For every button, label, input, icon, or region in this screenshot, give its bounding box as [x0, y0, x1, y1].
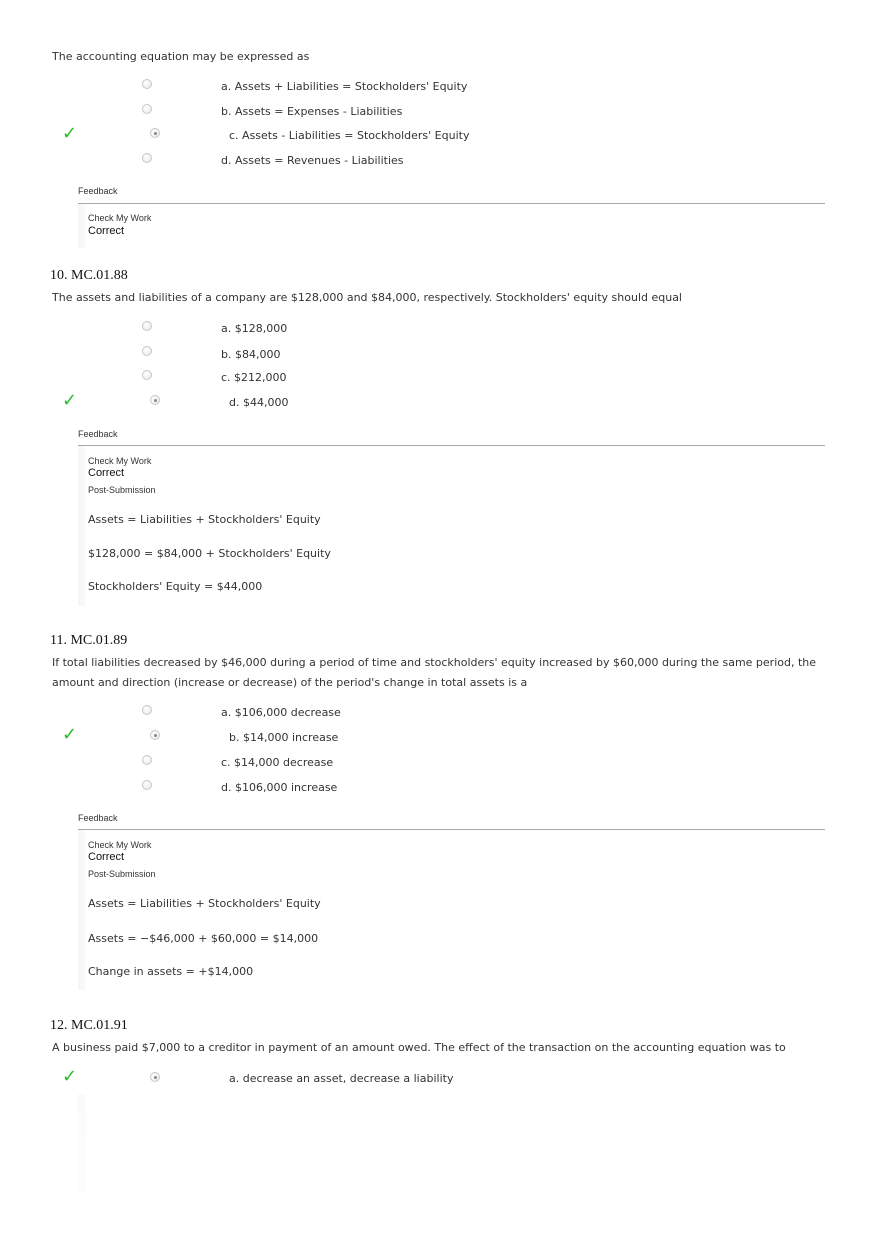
- q12-option-a-radio[interactable]: [150, 1072, 160, 1082]
- question-11-prompt: If total liabilities decreased by $46,000 during a period of time and stockholders' equity increased by $60,000 during the same period, the amount and direction (increase or decrease) of the period's change in total assets is a: [52, 656, 817, 689]
- q12-option-a-label[interactable]: a. decrease an asset, decrease a liability: [229, 1072, 454, 1085]
- q10-option-b-label[interactable]: b. $84,000: [221, 348, 281, 361]
- question-9-prompt: The accounting equation may be expressed as: [52, 50, 310, 63]
- q9-option-b-radio[interactable]: [142, 104, 152, 114]
- q11-option-c-radio[interactable]: [142, 755, 152, 765]
- q11-explanation-line-1: Assets = Liabilities + Stockholders' Equity: [88, 897, 321, 910]
- q10-explanation-line-3: Stockholders' Equity = $44,000: [88, 580, 263, 593]
- question-12-prompt: A business paid $7,000 to a creditor in payment of an amount owed. The effect of the transaction on the accounting equation was to: [52, 1041, 786, 1054]
- q10-option-c-label[interactable]: c. $212,000: [221, 371, 287, 384]
- q11-feedback-panel: [78, 830, 86, 990]
- checkmark-icon: ✓: [62, 390, 78, 411]
- q12-faded-panel: [78, 1094, 86, 1244]
- q11-option-b-label[interactable]: b. $14,000 increase: [229, 731, 339, 744]
- q11-option-c-label[interactable]: c. $14,000 decrease: [221, 756, 334, 769]
- q10-feedback-divider: [78, 445, 825, 446]
- q10-option-a-radio[interactable]: [142, 321, 152, 331]
- question-10-title: 10. MC.01.88: [50, 268, 128, 283]
- checkmark-icon: ✓: [62, 1066, 78, 1087]
- q11-option-a-radio[interactable]: [142, 705, 152, 715]
- q9-option-a-label[interactable]: a. Assets + Liabilities = Stockholders' Equity: [221, 80, 468, 93]
- q9-option-b-label[interactable]: b. Assets = Expenses - Liabilities: [221, 105, 403, 118]
- q11-option-d-radio[interactable]: [142, 780, 152, 790]
- q10-post-submission: Post-Submission: [88, 485, 156, 495]
- question-11-title: 11. MC.01.89: [50, 633, 128, 648]
- q9-option-c-radio[interactable]: [150, 128, 160, 138]
- q10-check-my-work[interactable]: Check My Work: [88, 456, 152, 466]
- q11-feedback-label: Feedback: [78, 813, 118, 823]
- q11-feedback-divider: [78, 829, 825, 830]
- q9-result: Correct: [88, 225, 125, 237]
- checkmark-icon: ✓: [62, 724, 78, 745]
- q11-explanation-line-3: Change in assets = +$14,000: [88, 965, 254, 978]
- q9-option-a-radio[interactable]: [142, 79, 152, 89]
- q10-result: Correct: [88, 467, 125, 479]
- q10-explanation-line-1: Assets = Liabilities + Stockholders' Equity: [88, 513, 321, 526]
- q10-feedback-label: Feedback: [78, 429, 118, 439]
- q11-check-my-work[interactable]: Check My Work: [88, 840, 152, 850]
- q10-option-d-label[interactable]: d. $44,000: [229, 396, 289, 409]
- q11-option-d-label[interactable]: d. $106,000 increase: [221, 781, 338, 794]
- q9-check-my-work[interactable]: Check My Work: [88, 213, 152, 223]
- q10-option-d-radio[interactable]: [150, 395, 160, 405]
- q10-option-a-label[interactable]: a. $128,000: [221, 322, 288, 335]
- question-12-title: 12. MC.01.91: [50, 1018, 128, 1033]
- q10-feedback-panel: [78, 446, 86, 606]
- q11-option-a-label[interactable]: a. $106,000 decrease: [221, 706, 341, 719]
- q10-explanation-line-2: $128,000 = $84,000 + Stockholders' Equity: [88, 547, 331, 560]
- checkmark-icon: ✓: [62, 123, 78, 144]
- q9-feedback-divider: [78, 203, 825, 204]
- q10-option-c-radio[interactable]: [142, 370, 152, 380]
- q9-option-c-label[interactable]: c. Assets - Liabilities = Stockholders' Equity: [229, 129, 470, 142]
- q9-feedback-panel: [78, 204, 86, 248]
- q11-result: Correct: [88, 851, 125, 863]
- q11-explanation-line-2: Assets = −$46,000 + $60,000 = $14,000: [88, 932, 319, 945]
- q11-option-b-radio[interactable]: [150, 730, 160, 740]
- q9-option-d-label[interactable]: d. Assets = Revenues - Liabilities: [221, 154, 404, 167]
- q9-option-d-radio[interactable]: [142, 153, 152, 163]
- q11-post-submission: Post-Submission: [88, 869, 156, 879]
- q10-option-b-radio[interactable]: [142, 346, 152, 356]
- question-10-prompt: The assets and liabilities of a company are $128,000 and $84,000, respectively. Stockholders' equity should equal: [52, 291, 682, 304]
- q9-feedback-label: Feedback: [78, 186, 118, 196]
